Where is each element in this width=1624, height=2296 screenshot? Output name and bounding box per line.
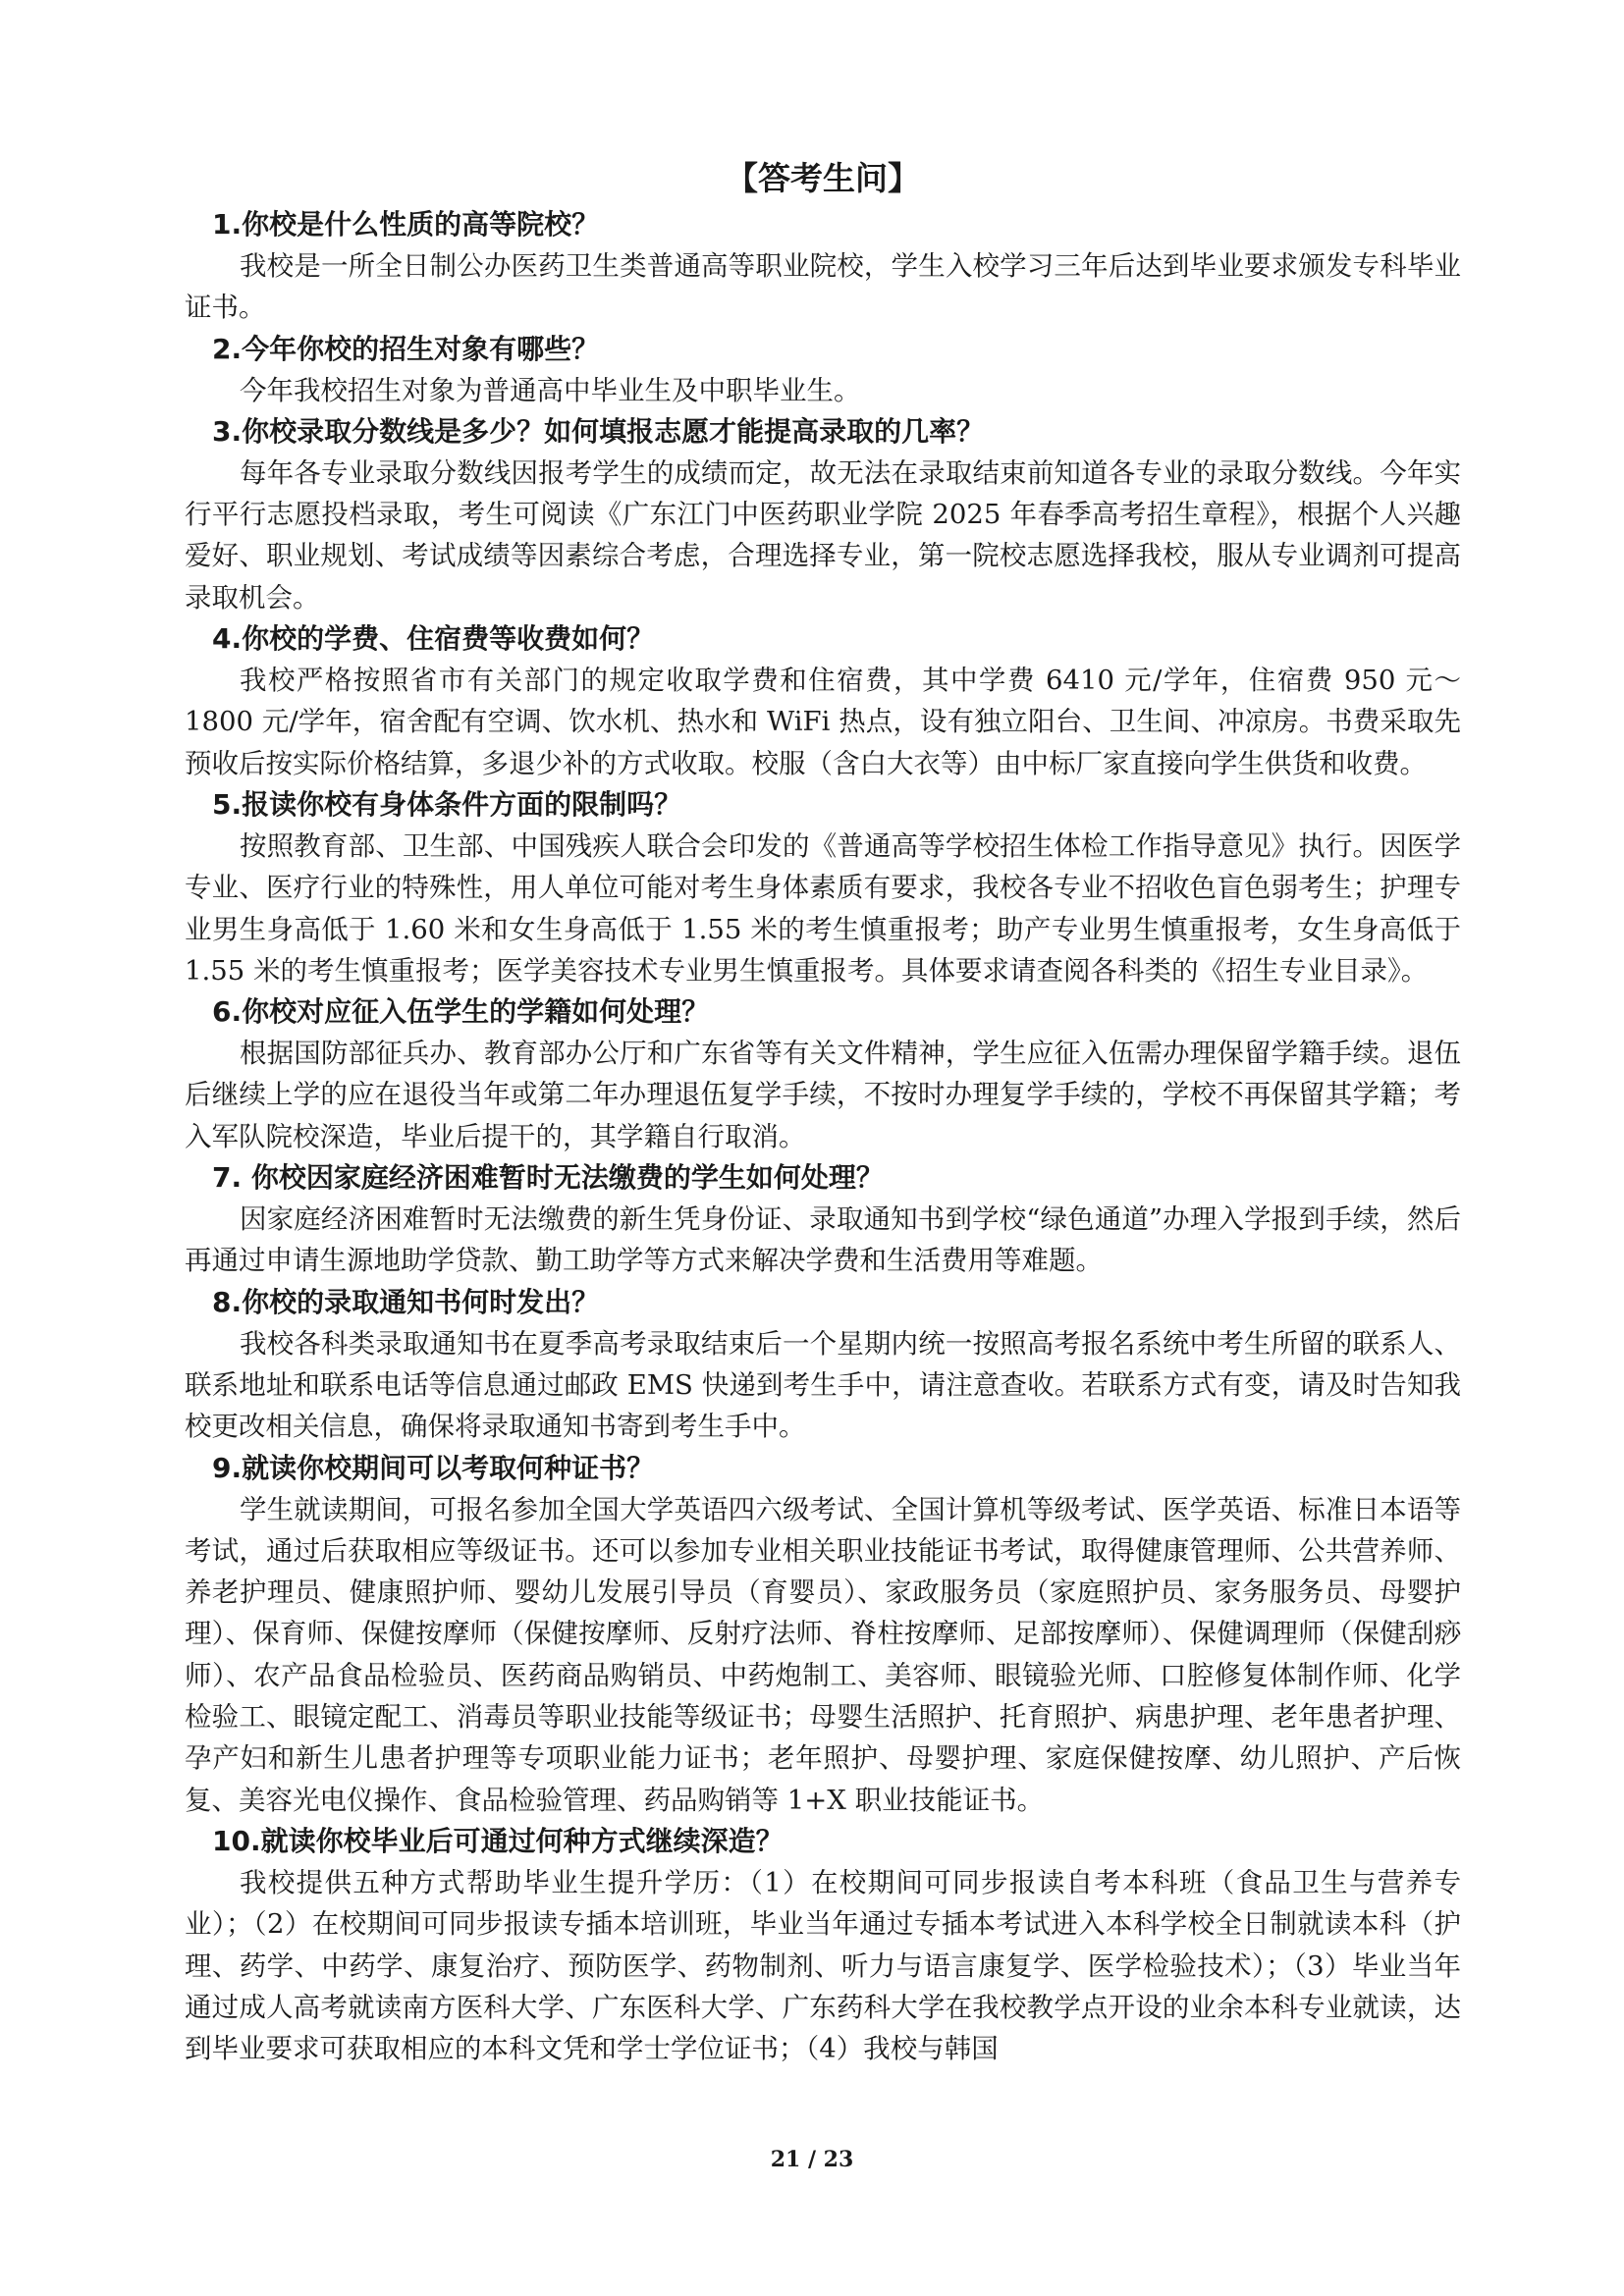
page-title: 【答考生问】	[726, 159, 920, 197]
qa-section-3	[185, 411, 1461, 618]
qa-section-10	[185, 1821, 1461, 2069]
qa-section-7	[185, 1157, 1461, 1282]
question-10: 10.就读你校毕业后可通过何种方式继续深造？	[212, 1824, 784, 1857]
question-4: 4.你校的学费、住宿费等收费如何？	[212, 622, 655, 656]
answer-7: 因家庭经济困难暂时无法缴费的新生凭身份证、录取通知书到学校“绿色通道”办理入学报到手续，然后再通过申请生源地助学贷款、勤工助学等方式来解决学费和生活费用等难题。	[185, 1203, 1461, 1277]
qa-section-1	[185, 204, 1461, 329]
qa-section-4	[185, 618, 1461, 784]
answer-10: 我校提供五种方式帮助毕业生提升学历：（1）在校期间可同步报读自考本科班（食品卫生与营养专业）；（2）在校期间可同步报读专插本培训班，毕业当年通过专插本考试进入本科学校全日制就读本科（护理、药学、中药学、康复治疗、预防医学、药物制剂、听力与语言康复学、医学检验技术）；（3）毕业当年通过成人高考就读南方医科大学、广东医科大学、广东药科大学在我校教学点开设的业余本科专业就读，达到毕业要求可获取相应的本科文凭和学士学位证书；（4）我校与韩国	[185, 1866, 1461, 2065]
answer-1: 我校是一所全日制公办医药卫生类普通高等职业院校，学生入校学习三年后达到毕业要求颁发专科毕业证书。	[185, 250, 1461, 324]
question-2: 2.今年你校的招生对象有哪些？	[212, 332, 600, 365]
question-3: 3.你校录取分数线是多少？如何填报志愿才能提高录取的几率？	[212, 414, 985, 448]
answer-3: 每年各专业录取分数线因报考学生的成绩而定，故无法在录取结束前知道各专业的录取分数线。今年实行平行志愿投档录取，考生可阅读《广东江门中医药职业学院 2025 年春季高考招生章程》，根据个人兴趣爱好、职业规划、考试成绩等因素综合考虑，合理选择专业，第一院校志愿选择我校，服从专业调剂可提高录取机会。	[185, 456, 1461, 614]
document-body	[185, 157, 1461, 2069]
answer-9: 学生就读期间，可报名参加全国大学英语四六级考试、全国计算机等级考试、医学英语、标准日本语等考试，通过后获取相应等级证书。还可以参加专业相关职业技能证书考试，取得健康管理师、公共营养师、养老护理员、健康照护师、婴幼儿发展引导员（育婴员）、家政服务员（家庭照护员、家务服务员、母婴护理）、保育师、保健按摩师（保健按摩师、反射疗法师、脊柱按摩师、足部按摩师）、保健调理师（保健刮痧师）、农产品食品检验员、医药商品购销员、中药炮制工、美容师、眼镜验光师、口腔修复体制作师、化学检验工、眼镜定配工、消毒员等职业技能等级证书；母婴生活照护、托育照护、病患护理、老年患者护理、孕产妇和新生儿患者护理等专项职业能力证书；老年照护、母婴护理、家庭保健按摩、幼儿照护、产后恢复、美容光电仪操作、食品检验管理、药品购销等 1+X 职业技能证书。	[185, 1493, 1461, 1816]
page-number: 21 / 23	[770, 2147, 854, 2172]
qa-section-9	[185, 1448, 1461, 1821]
qa-section-2	[185, 329, 1461, 411]
answer-8: 我校各科类录取通知书在夏季高考录取结束后一个星期内统一按照高考报名系统中考生所留的联系人、联系地址和联系电话等信息通过邮政 EMS 快递到考生手中，请注意查收。若联系方式有变，请及时告知我校更改相关信息，确保将录取通知书寄到考生手中。	[185, 1327, 1461, 1443]
question-5: 5.报读你校有身体条件方面的限制吗？	[212, 787, 682, 821]
question-7: 7. 你校因家庭经济困难暂时无法缴费的学生如何处理？	[212, 1161, 884, 1195]
qa-section-6	[185, 991, 1461, 1157]
answer-2: 今年我校招生对象为普通高中毕业生及中职毕业生。	[240, 374, 861, 406]
qa-section-8	[185, 1282, 1461, 1448]
qa-section-5	[185, 784, 1461, 991]
answer-5: 按照教育部、卫生部、中国残疾人联合会印发的《普通高等学校招生体检工作指导意见》执行。因医学专业、医疗行业的特殊性，用人单位可能对考生身体素质有要求，我校各专业不招收色盲色弱考生；护理专业男生身高低于 1.60 米和女生身高低于 1.55 米的考生慎重报考；助产专业男生慎重报考，女生身高低于 1.55 米的考生慎重报考；医学美容技术专业男生慎重报考。具体要求请查阅各科类的《招生专业目录》。	[185, 829, 1461, 987]
answer-4: 我校严格按照省市有关部门的规定收取学费和住宿费，其中学费 6410 元/学年，住宿费 950 元～1800 元/学年，宿舍配有空调、饮水机、热水和 WiFi 热点，设有独立阳台、卫生间、冲凉房。书费采取先预收后按实际价格结算，多退少补的方式收取。校服（含白大衣等）由中标厂家直接向学生供货和收费。	[185, 665, 1461, 779]
question-1: 1.你校是什么性质的高等院校？	[212, 208, 600, 240]
question-9: 9.就读你校期间可以考取何种证书？	[212, 1451, 655, 1484]
question-8: 8.你校的录取通知书何时发出？	[212, 1285, 600, 1318]
answer-6: 根据国防部征兵办、教育部办公厅和广东省等有关文件精神，学生应征入伍需办理保留学籍手续。退伍后继续上学的应在退役当年或第二年办理退伍复学手续，不按时办理复学手续的，学校不再保留其学籍；考入军队院校深造，毕业后提干的，其学籍自行取消。	[185, 1038, 1461, 1152]
question-6: 6.你校对应征入伍学生的学籍如何处理？	[212, 995, 710, 1029]
